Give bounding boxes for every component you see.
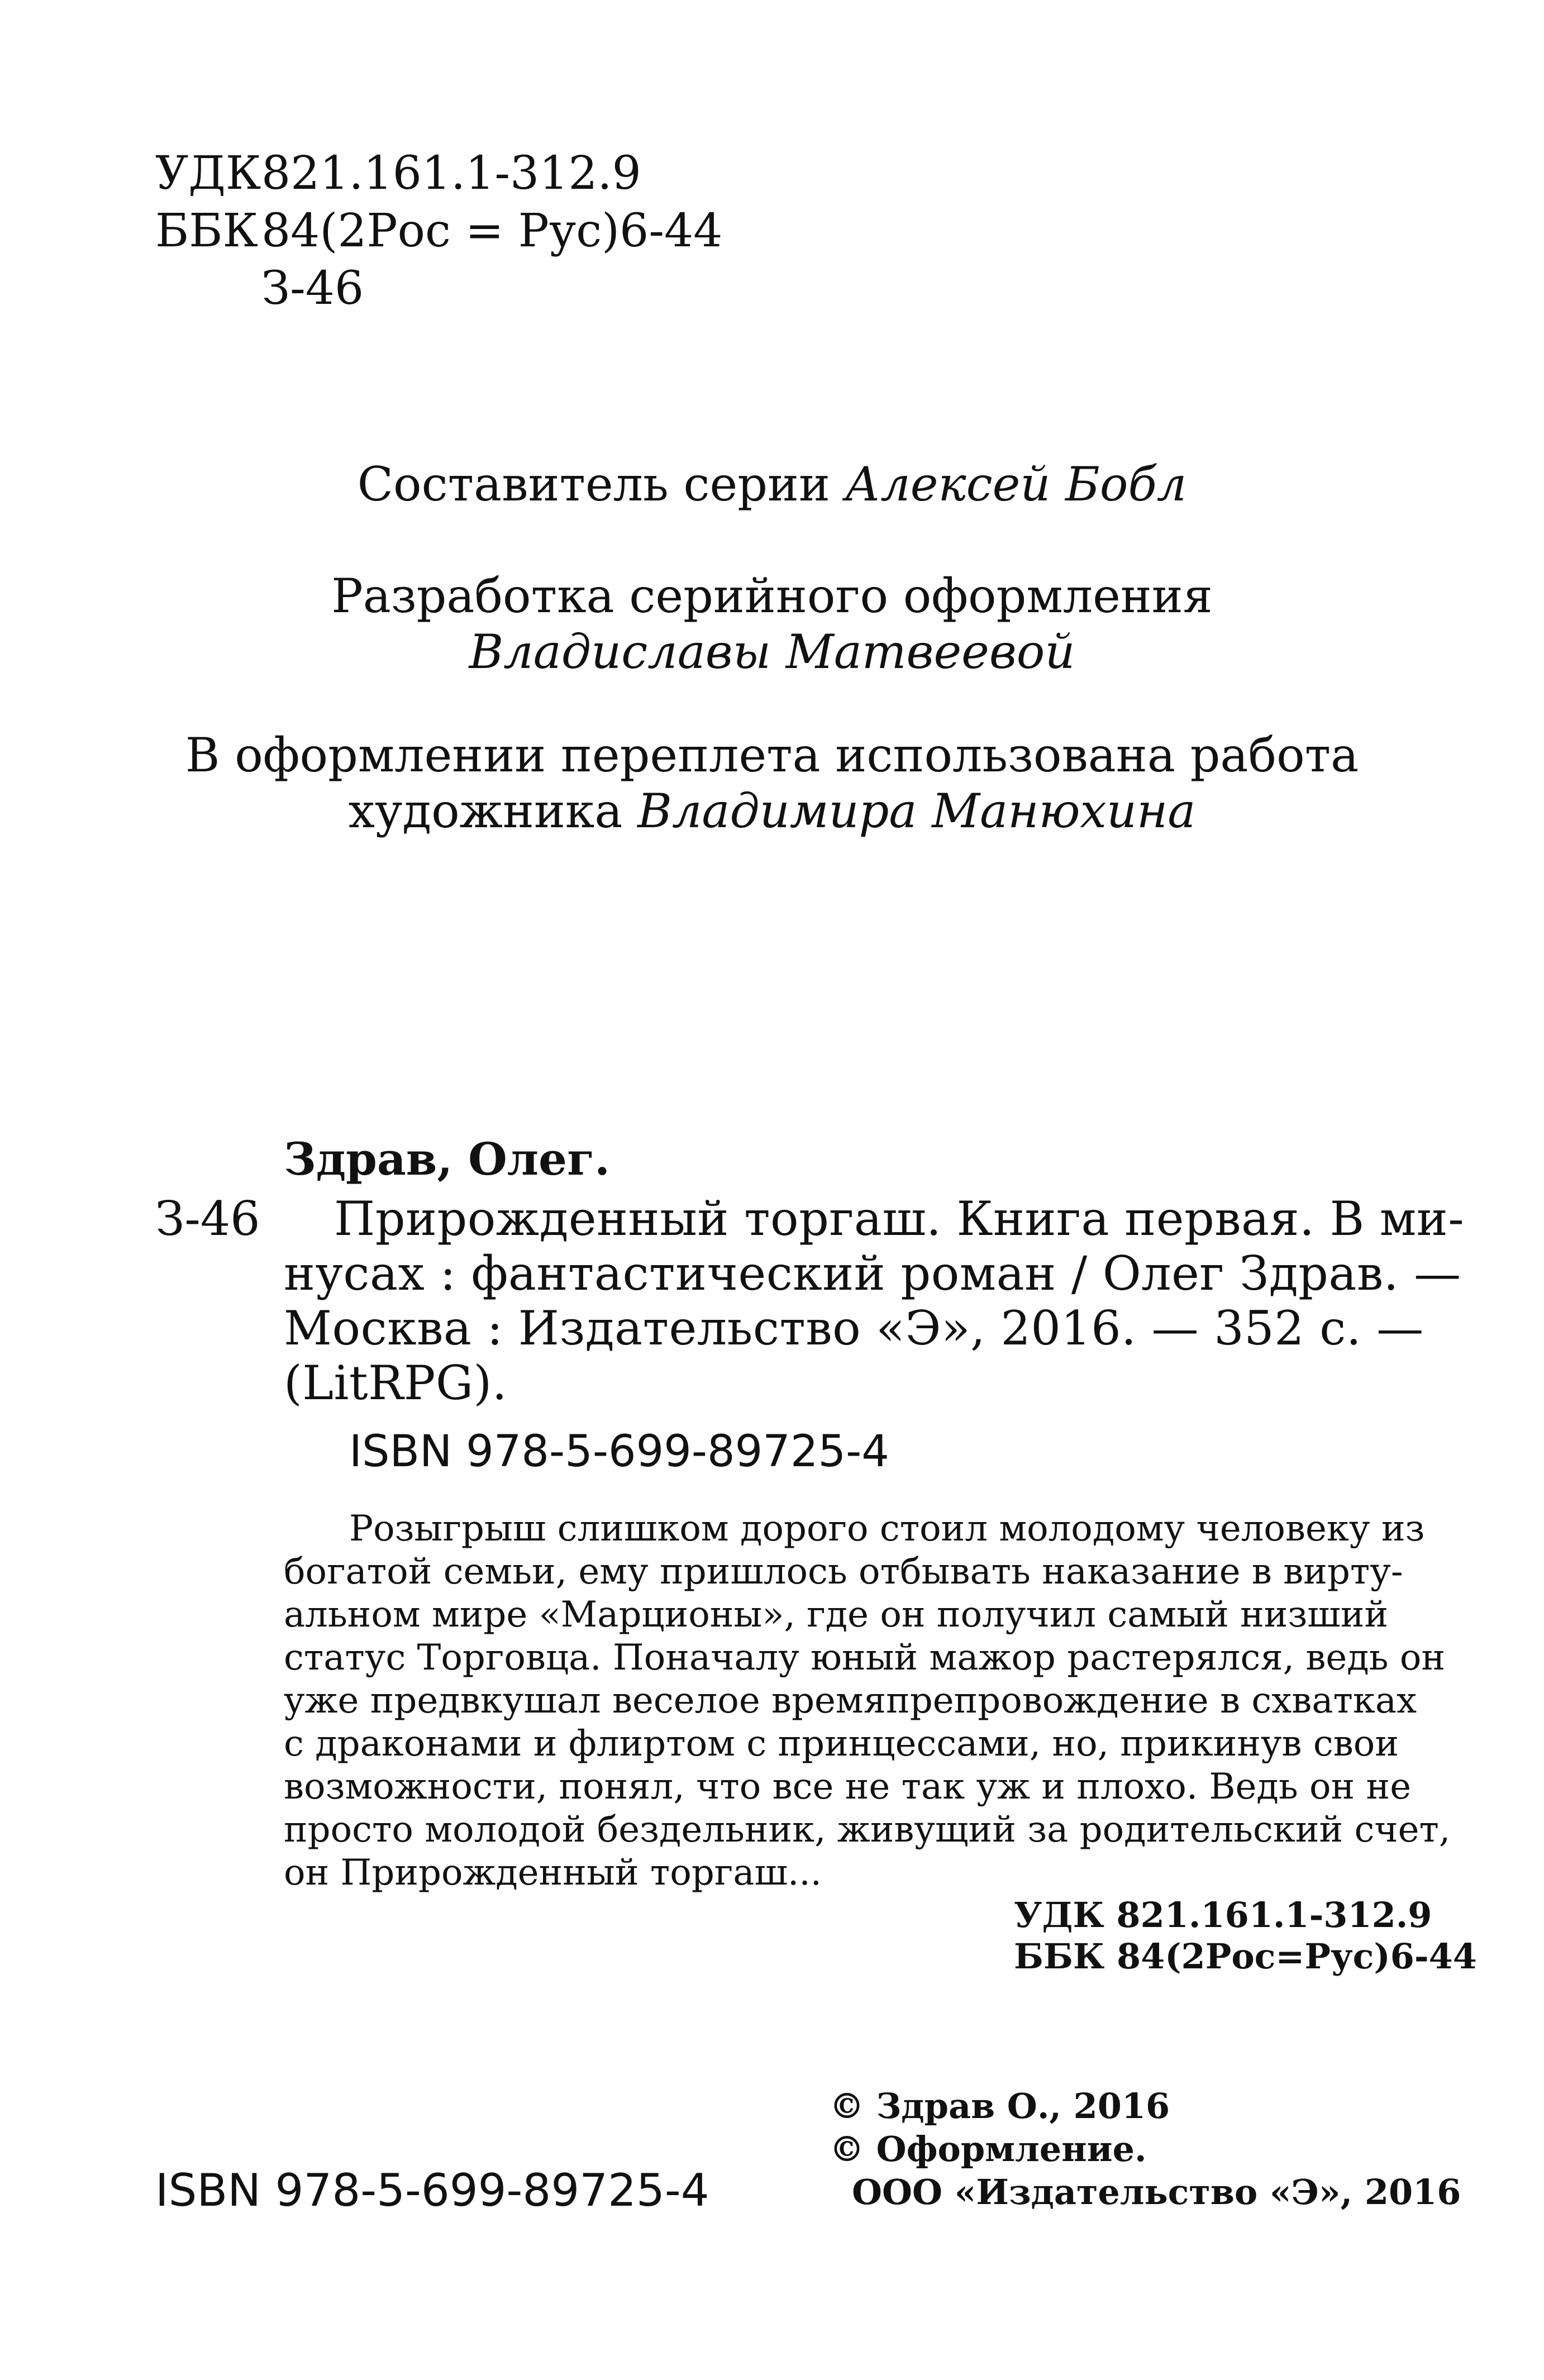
entry-line-2: нусах : фантастический роман / Олег Здрав. — [284, 1246, 1461, 1301]
entry-author: Здрав, Олег. [284, 1133, 610, 1185]
cover-artist-name: Владимира Манюхина [637, 784, 1196, 838]
udk-row [155, 147, 641, 200]
bbk-bottom: ББК 84(2Рос=Рус)6-44 [1014, 1936, 1477, 1977]
author-mark-top: З-46 [261, 262, 364, 315]
design-author: Владиславы Матвеевой [469, 624, 1075, 679]
bbk-row [155, 204, 723, 257]
udk-label: УДК [155, 147, 261, 200]
series-compiler-line [0, 457, 1544, 512]
copyright-author: © Здрав О., 2016 [830, 2086, 1170, 2126]
entry-line-1: Прирожденный торгаш. Книга первая. В ми- [334, 1191, 1465, 1246]
cover-artist-line [0, 784, 1544, 838]
annotation-line-3: альном мире «Марционы», где он получил самый низший [284, 1594, 1389, 1635]
entry-code: З-46 [155, 1191, 260, 1246]
cover-line: В оформлении переплета использована работа [185, 728, 1359, 783]
bbk-value: 84(2Рос = Рус)6-44 [261, 204, 723, 257]
entry-isbn: ISBN 978-5-699-89725-4 [349, 1427, 889, 1477]
cover-artist-prefix: художника [348, 784, 623, 838]
copyright-design: © Оформление. [830, 2129, 1147, 2169]
annotation-line-4: статус Торговца. Поначалу юный мажор растерялся, ведь он [284, 1637, 1446, 1678]
design-line: Разработка серийного оформления [331, 569, 1213, 623]
footer-isbn: ISBN 978-5-699-89725-4 [155, 2164, 709, 2216]
annotation-line-9: он Прирожденный торгаш... [284, 1852, 822, 1893]
entry-line-3: Москва : Издательство «Э», 2016. — 352 с. — [284, 1301, 1424, 1356]
annotation-line-5: уже предвкушал веселое времяпрепровождение в схватках [284, 1680, 1417, 1721]
annotation-line-6: с драконами и флиртом с принцессами, но, прикинув свои [284, 1723, 1399, 1764]
bbk-label: ББК [155, 204, 258, 257]
annotation-line-1: Розыгрыш слишком дорого стоил молодому человеку из [349, 1508, 1425, 1549]
annotation-line-8: просто молодой бездельник, живущий за родительский счет, [284, 1809, 1451, 1850]
copyright-publisher: ООО «Издательство «Э», 2016 [852, 2172, 1461, 2212]
entry-line-4: (LitRPG). [284, 1356, 508, 1410]
udk-bottom: УДК 821.161.1-312.9 [1014, 1895, 1432, 1935]
udk-value: 821.161.1-312.9 [261, 147, 641, 200]
annotation-line-2: богатой семьи, ему пришлось отбывать наказание в вирту- [284, 1551, 1403, 1592]
series-compiler-prefix: Составитель серии [357, 457, 830, 512]
series-compiler-name: Алексей Бобл [845, 457, 1187, 512]
annotation-line-7: возможности, понял, что все не так уж и плохо. Ведь он не [284, 1766, 1412, 1807]
